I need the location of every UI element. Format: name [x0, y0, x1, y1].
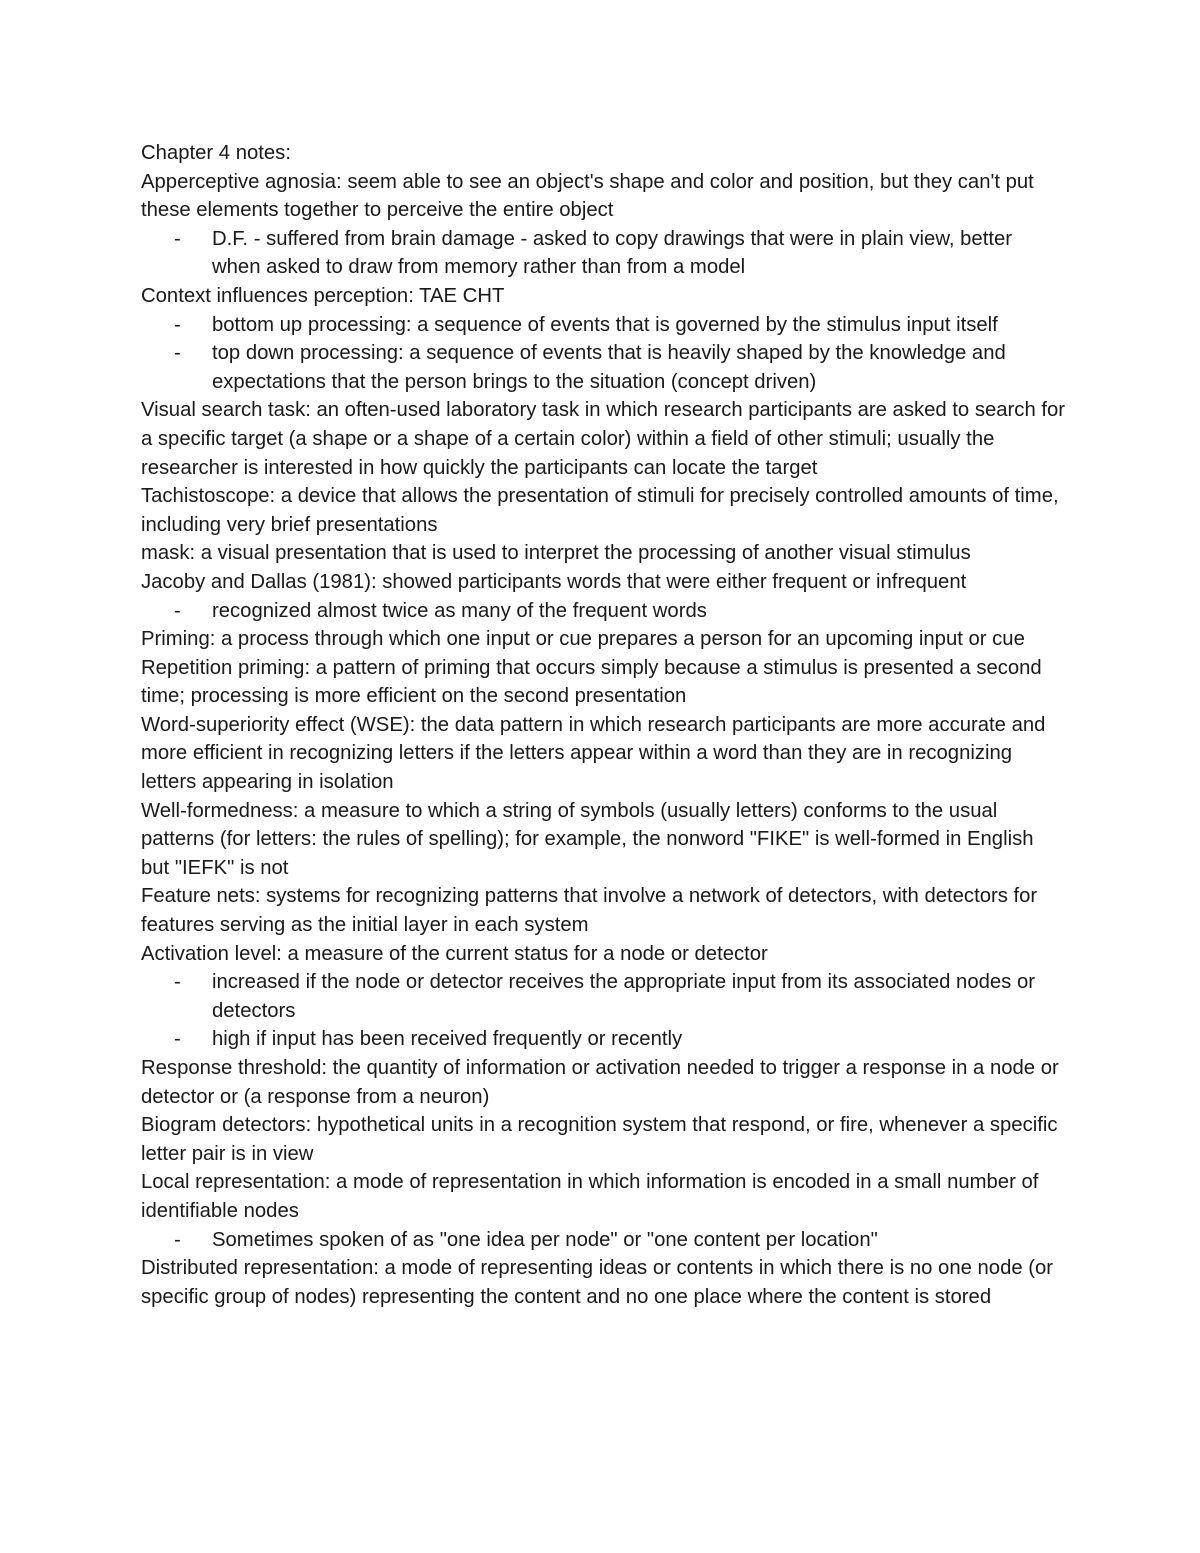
notes-body	[141, 168, 1066, 1312]
bullet-dash: -	[174, 342, 181, 365]
bullet-dash: -	[174, 1228, 181, 1251]
note-paragraph: Well-formedness: a measure to which a string of symbols (usually letters) conforms to the usual patterns (for letters: the rules of spelling); for example, the nonword "FIKE" is well-formed in English but "IEFK" is not	[141, 799, 1034, 879]
bullet-text: bottom up processing: a sequence of events that is governed by the stimulus input itself	[212, 313, 998, 336]
bullet-text: D.F. - suffered from brain damage - asked to copy drawings that were in plain view, better when asked to draw from memory rather than from a model	[212, 227, 1012, 279]
bullet-dash: -	[174, 1028, 181, 1051]
note-paragraph: Repetition priming: a pattern of priming that occurs simply because a stimulus is presented a second time; processing is more efficient on the second presentation	[141, 656, 1042, 708]
bullet-list	[141, 225, 1066, 282]
note-paragraph: Distributed representation: a mode of representing ideas or contents in which there is no one node (or specific group of nodes) representing the content and no one place where the content is stored	[141, 1257, 1054, 1308]
bullet-text: increased if the node or detector receives the appropriate input from its associated nodes or detectors	[212, 971, 1035, 1022]
note-paragraph: mask: a visual presentation that is used to interpret the processing of another visual stimulus	[141, 542, 971, 565]
note-paragraph: Local representation: a mode of representation in which information is encoded in a small number of identifiable nodes	[141, 1171, 1039, 1222]
note-paragraph: Response threshold: the quantity of information or activation needed to trigger a response in a node or detector or (a response from a neuron)	[141, 1057, 1059, 1108]
bullet-text: Sometimes spoken of as "one idea per node" or "one content per location"	[212, 1228, 878, 1251]
note-paragraph: Feature nets: systems for recognizing patterns that involve a network of detectors, with detectors for features serving as the initial layer in each system	[141, 885, 1038, 937]
bullet-text: top down processing: a sequence of events that is heavily shaped by the knowledge and expectations that the person brings to the situation (concept driven)	[212, 342, 1006, 393]
note-paragraph: Visual search task: an often-used laboratory task in which research participants are asked to search for a specific target (a shape or a shape of a certain color) within a field of other stimuli; usually the researcher is interested in how quickly the participants can locate the target	[141, 399, 1066, 479]
note-paragraph: Context influences perception: TAE CHT	[141, 284, 505, 307]
bullet-list	[141, 597, 1066, 626]
bullet-list	[141, 968, 1066, 1054]
bullet-text: high if input has been received frequently or recently	[212, 1028, 683, 1051]
bullet-dash: -	[174, 227, 181, 250]
note-paragraph: Tachistoscope: a device that allows the presentation of stimuli for precisely controlled amounts of time, including very brief presentations	[141, 485, 1059, 536]
note-paragraph: Apperceptive agnosia: seem able to see an object's shape and color and position, but they can't put these elements together to perceive the entire object	[141, 170, 1034, 222]
bullet-list	[141, 1226, 1066, 1255]
bullet-item	[141, 968, 1066, 1025]
bullet-dash: -	[174, 599, 181, 622]
bullet-dash: -	[174, 971, 181, 994]
bullet-list	[141, 311, 1066, 397]
note-paragraph: Activation level: a measure of the current status for a node or detector	[141, 942, 768, 965]
note-paragraph: Priming: a process through which one input or cue prepares a person for an upcoming input or cue	[141, 628, 1025, 651]
bullet-item	[141, 597, 1066, 626]
page-title: Chapter 4 notes:	[141, 142, 291, 164]
note-paragraph: Jacoby and Dallas (1981): showed participants words that were either frequent or infrequent	[141, 570, 967, 593]
document-page	[141, 139, 1066, 1311]
bullet-item	[141, 225, 1066, 282]
bullet-item	[141, 311, 1066, 340]
note-paragraph: Word-superiority effect (WSE): the data pattern in which research participants are more accurate and more efficient in recognizing letters if the letters appear within a word than they are in recognizing letters appearing in isolation	[141, 713, 1046, 794]
bullet-item	[141, 339, 1066, 396]
bullet-item	[141, 1025, 1066, 1054]
bullet-dash: -	[174, 313, 181, 336]
bullet-text: recognized almost twice as many of the frequent words	[212, 599, 707, 622]
note-paragraph: Biogram detectors: hypothetical units in a recognition system that respond, or fire, whenever a specific letter pair is in view	[141, 1114, 1058, 1165]
bullet-item	[141, 1226, 1066, 1255]
